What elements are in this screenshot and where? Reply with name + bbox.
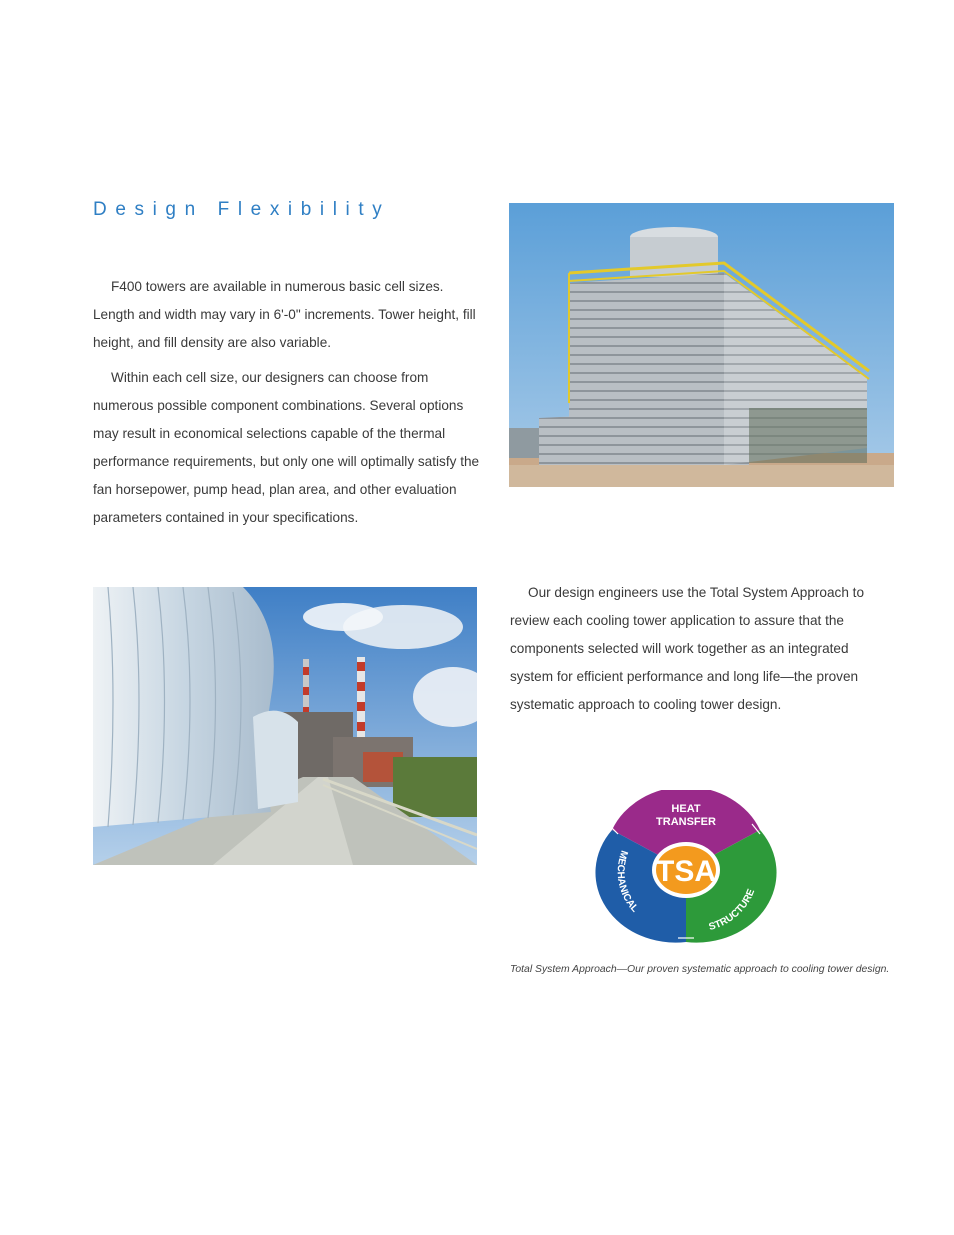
structure-label: STRUCTURE bbox=[707, 887, 758, 933]
heat-label: HEAT bbox=[671, 803, 701, 815]
mechanical-label: MECHANICAL bbox=[614, 848, 641, 915]
tsa-center-label: TSA bbox=[656, 855, 716, 888]
transfer-label: TRANSFER bbox=[656, 816, 716, 828]
section-heading: Design Flexibility bbox=[93, 199, 391, 220]
paragraph-cell-sizes: F400 towers are available in numerous basic cell sizes. Length and width may vary in 6'-0" increments. Tower height, fill height, and fill density are also variable. bbox=[93, 279, 476, 350]
intro-text bbox=[93, 273, 485, 532]
tower-deck-photo bbox=[93, 587, 477, 865]
cooling-tower-photo bbox=[509, 203, 894, 487]
paragraph-total-system-approach: Our design engineers use the Total System Approach to review each cooling tower application to assure that the components selected will work together as an integrated system for efficient performance and long life—the proven systematic approach to cooling tower design. bbox=[510, 585, 865, 712]
tsa-caption: Total System Approach—Our proven systematic approach to cooling tower design. bbox=[510, 964, 890, 975]
paragraph-component-combinations: Within each cell size, our designers can choose from numerous possible component combinations. Several options may result in economical selections capable of the thermal performance requirements, but only one will optimally satisfy the fan horsepower, pump head, plan area, and other evaluation parameters contained in your specifications. bbox=[93, 370, 480, 525]
tsa-logo bbox=[592, 790, 780, 946]
tsa-text bbox=[510, 579, 872, 719]
